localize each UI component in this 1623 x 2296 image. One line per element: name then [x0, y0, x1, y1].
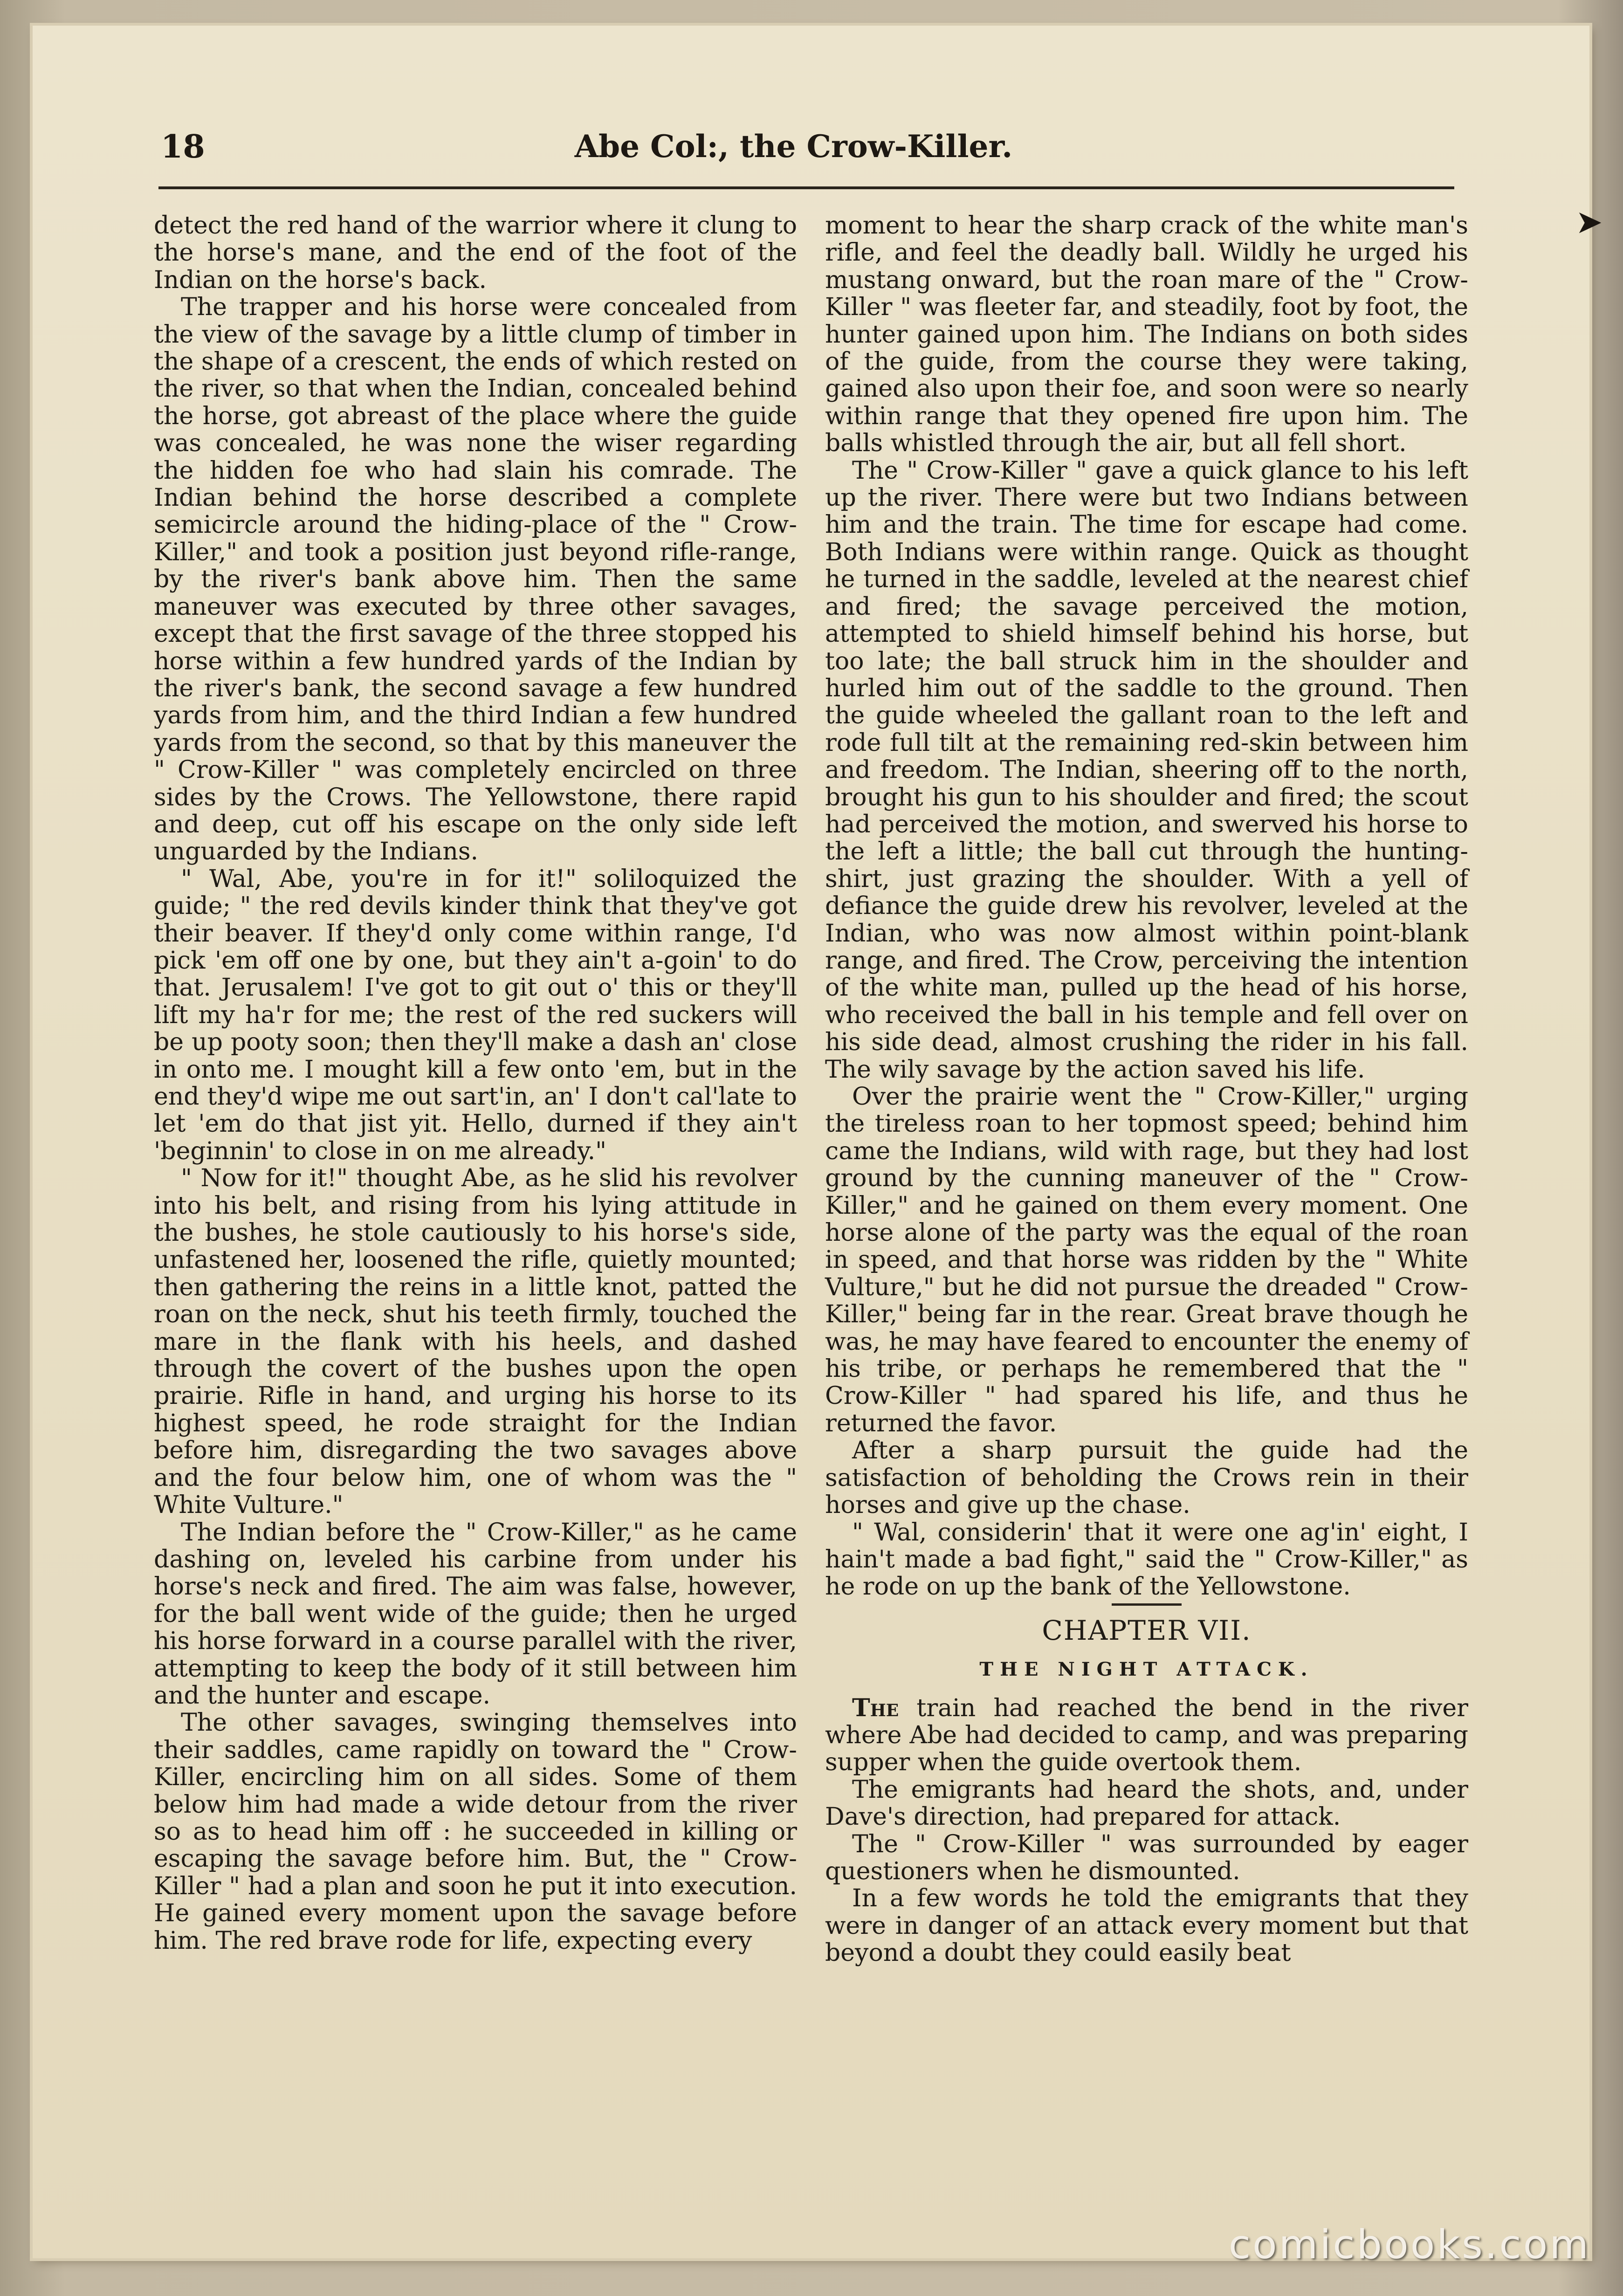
paragraph: moment to hear the sharp crack of the white man's rifle, and feel the deadly ball. Wildly he urged his mustang onward, but the roan mare of the " Crow-Killer " was fleeter far, and steadily, foot by foot, the hunter gained upon him. The Indians on both sides of the guide, from the course they were taking, gained also upon their foe, and soon were so nearly within range that they opened fire upon him. The balls whistled through the air, but all fell short.	[825, 212, 1468, 458]
chapter-opening-text: train had reached the bend in the river where Abe had decided to camp, and was preparing supper when the guide overtook them.	[825, 1694, 1468, 1777]
paragraph: " Wal, Abe, you're in for it!" soliloquized the guide; " the red devils kinder think that they've got their beaver. If they'd only come within range, I'd pick 'em off one by one, but they ain't a-goin' to do that. Jerusalem! I've got to git out o' this or they'll lift my ha'r for me; the rest of the red suckers will be up pooty soon; then they'll make a dash an' close in onto me. I mought kill a few onto 'em, but in the end they'd wipe me out sart'in, an' I don't cal'late to let 'em do that jist yit. Hello, durned if they ain't 'beginnin' to close in on me already."	[154, 865, 797, 1165]
chapter-subheading: THE NIGHT ATTACK.	[979, 1658, 1314, 1681]
paragraph: After a sharp pursuit the guide had the satisfaction of beholding the Crows rein in their horses and give up the chase.	[825, 1437, 1468, 1519]
chapter-heading: CHAPTER VII.	[1042, 1614, 1252, 1646]
chapter-first-word: The	[852, 1693, 899, 1722]
paragraph: " Wal, considerin' that it were one ag'in' eight, I hain't made a bad fight," said the " Crow-Killer," as he rode on up the bank of the Yellowstone.	[825, 1518, 1468, 1601]
paragraph: The emigrants had heard the shots, and, under Dave's direction, had prepared for attack.	[825, 1775, 1468, 1831]
paragraph: The trapper and his horse were concealed from the view of the savage by a little clump of timber in the shape of a crescent, the ends of which rested on the river, so that when the Indian, concealed behind the horse, got abreast of the place where the guide was concealed, he was none the wiser regarding the hidden foe who had slain his comrade. The Indian behind the horse described a complete semicircle around the hiding-place of the " Crow-Killer," and took a position just beyond rifle-range, by the river's bank above him. Then the same maneuver was executed by three other savages, except that the first savage of the three stopped his horse within a few hundred yards of the Indian by the river's bank, the second savage a few hundred yards from him, and the third Indian a few hundred yards from the second, so that by this maneuver the " Crow-Killer " was completely encircled on three sides by the Crows. The Yellowstone, there rapid and deep, cut off his escape on the only side left unguarded by the Indians.	[154, 293, 797, 866]
paragraph: " Now for it!" thought Abe, as he slid his revolver into his belt, and rising from his lying attitude in the bushes, he stole cautiously to his horse's side, unfastened her, loosened the rifle, quietly mounted; then gathering the reins in a little knot, patted the roan on the neck, shut his teeth firmly, touched the mare in the flank with his heels, and dashed through the covert of the bushes upon the open prairie. Rifle in hand, and urging his horse to its highest speed, he rode straight for the Indian before him, disregarding the two savages above and the four below him, one of whom was the " White Vulture."	[154, 1164, 797, 1519]
paragraph: The " Crow-Killer " gave a quick glance to his left up the river. There were but two Indians between him and the train. The time for escape had come. Both Indians were within range. Quick as thought he turned in the saddle, leveled at the nearest chief and fired; the savage perceived the motion, attempted to shield himself behind his horse, but too late; the ball struck him in the shoulder and hurled him out of the saddle to the ground. Then the guide wheeled the gallant roan to the left and rode full tilt at the remaining red-skin between him and freedom. The Indian, sheering off to the north, brought his gun to his shoulder and fired; the scout had perceived the motion, and swerved his horse to the left a little; the ball cut through the hunting-shirt, just grazing the shoulder. With a yell of defiance the guide drew his revolver, leveled at the Indian, who was now almost within point-blank range, and fired. The Crow, perceiving the intention of the white man, pulled up the head of his horse, who received the ball in his temple and fell over on his side dead, almost crushing the rider in his fall. The wily savage by the action saved his life.	[825, 456, 1468, 1084]
paragraph: In a few words he told the emigrants that they were in danger of an attack every moment but that beyond a doubt they could easily beat	[825, 1884, 1468, 1967]
header-rule	[158, 186, 1454, 189]
watermark: comicbooks.com	[1228, 2221, 1590, 2268]
page-number: 18	[161, 128, 205, 165]
left-column	[154, 212, 797, 1954]
chapter-opening-paragraph	[825, 1695, 1468, 1776]
right-column	[825, 212, 1468, 1967]
paragraph: The Indian before the " Crow-Killer," as he came dashing on, leveled his carbine from under his horse's neck and fired. The aim was false, however, for the ball went wide of the guide; then he urged his horse forward in a course parallel with the river, attempting to keep the body of it still between him and the hunter and escape.	[154, 1518, 797, 1710]
paragraph: The " Crow-Killer " was surrounded by eager questioners when he dismounted.	[825, 1830, 1468, 1885]
page-header	[128, 124, 1459, 175]
paragraph: detect the red hand of the warrior where it clung to the horse's mane, and the end of the foot of the Indian on the horse's back.	[154, 212, 797, 294]
running-title: Abe Col:, the Crow-Killer.	[574, 128, 1013, 165]
chapter-divider	[1112, 1603, 1182, 1606]
margin-pointer-mark: ➤	[1575, 203, 1603, 241]
paragraph: Over the prairie went the " Crow-Killer," urging the tireless roan to her topmost speed; behind him came the Indians, wild with rage, but they had lost ground by the cunning maneuver of the " Crow-Killer," and he gained on them every moment. One horse alone of the party was the equal of the roan in speed, and that horse was ridden by the " White Vulture," but he did not pursue the dreaded " Crow-Killer," being far in the rear. Great brave though he was, he may have feared to encounter the enemy of his tribe, or perhaps he remembered that the " Crow-Killer " had spared his life, and thus he returned the favor.	[825, 1083, 1468, 1437]
paragraph: The other savages, swinging themselves into their saddles, came rapidly on toward the " Crow-Killer, encircling him on all sides. Some of them below him had made a wide detour from the river so as to head him off : he succeeded in killing or escaping the savage before him. But, the " Crow-Killer " had a plan and soon he put it into execution. He gained every moment upon the savage before him. The red brave rode for life, expecting every	[154, 1709, 797, 1955]
